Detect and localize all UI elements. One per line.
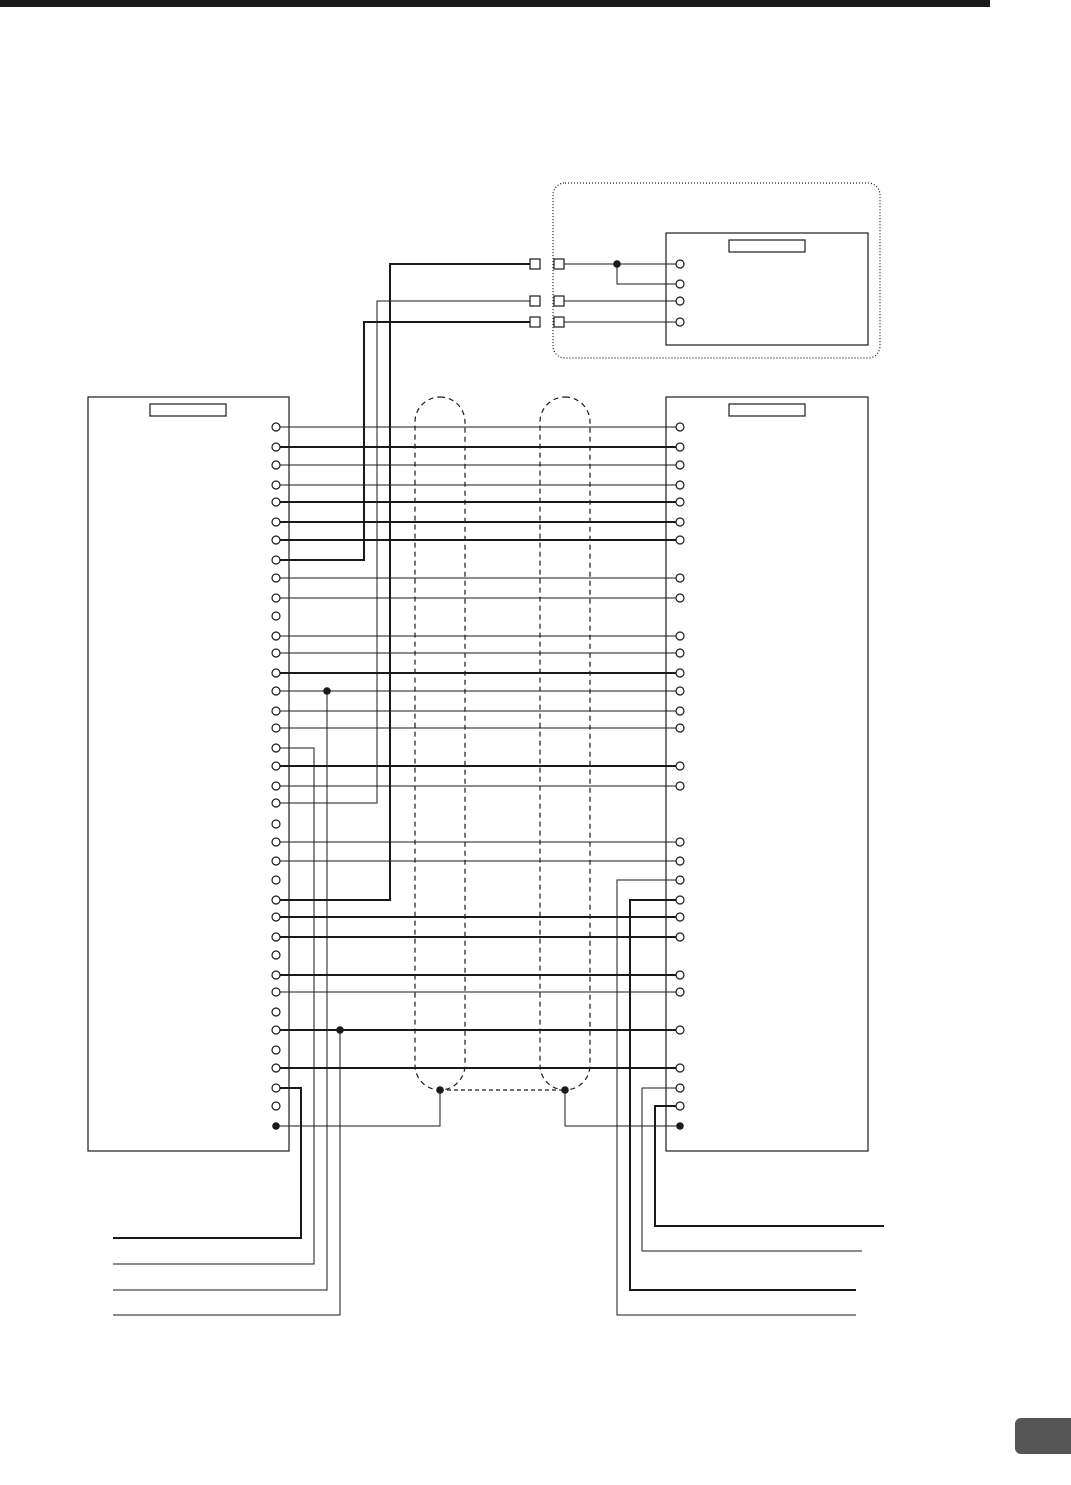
top-terminal (676, 318, 684, 326)
left-terminal (272, 612, 280, 620)
right-terminal (676, 1064, 684, 1072)
left-terminal (272, 876, 280, 884)
right-connector-label-box (729, 404, 805, 416)
top-junction (613, 260, 621, 268)
external-lead (113, 1030, 340, 1315)
left-terminal (272, 594, 280, 602)
left-terminal (272, 574, 280, 582)
external-lead (617, 880, 856, 1315)
right-terminal (676, 1102, 684, 1110)
top-wire (617, 264, 676, 284)
left-terminal (272, 1046, 280, 1054)
relay-contact (554, 296, 564, 306)
left-terminal (272, 498, 280, 506)
right-terminal (676, 857, 684, 865)
right-terminal (676, 913, 684, 921)
left-terminal (272, 799, 280, 807)
left-terminal (272, 913, 280, 921)
left-terminal (272, 556, 280, 564)
top-connector-label-box (729, 240, 805, 252)
relay-contact (530, 317, 540, 327)
right-terminal (676, 594, 684, 602)
left-terminal (272, 988, 280, 996)
left-terminal (272, 461, 280, 469)
left-terminal (272, 632, 280, 640)
right-terminal (676, 762, 684, 770)
left-terminal (272, 518, 280, 526)
shield-junction (436, 1086, 444, 1094)
right-terminal (676, 518, 684, 526)
left-terminal (272, 951, 280, 959)
left-terminal (272, 1008, 280, 1016)
left-terminal (272, 536, 280, 544)
left-terminal (272, 669, 280, 677)
right-shield-terminal (676, 1122, 684, 1130)
right-terminal (676, 896, 684, 904)
right-terminal (676, 782, 684, 790)
right-terminal (676, 649, 684, 657)
right-terminal (676, 687, 684, 695)
top-terminal (676, 280, 684, 288)
top-terminal (676, 297, 684, 305)
left-terminal (272, 782, 280, 790)
shield-loop-1 (415, 397, 465, 1090)
external-lead (113, 691, 327, 1290)
left-terminal (272, 971, 280, 979)
relay-contact (554, 317, 564, 327)
left-terminal (272, 762, 280, 770)
right-terminal (676, 632, 684, 640)
left-terminal (272, 1102, 280, 1110)
page-tab (1015, 1418, 1071, 1454)
right-terminal (676, 443, 684, 451)
left-connector-label-box (150, 404, 226, 416)
thick-wires (113, 264, 884, 1290)
left-terminal (272, 707, 280, 715)
left-connector-box (88, 397, 289, 1151)
top-terminal (676, 260, 684, 268)
right-terminal (676, 423, 684, 431)
terminals (272, 259, 684, 1110)
right-terminal (676, 669, 684, 677)
vertical-wire (280, 264, 530, 900)
left-terminal (272, 687, 280, 695)
external-lead (113, 1088, 301, 1238)
left-terminal (272, 820, 280, 828)
right-connector-box (666, 397, 868, 1151)
left-terminal (272, 443, 280, 451)
external-lead (655, 1106, 884, 1226)
right-terminal (676, 1084, 684, 1092)
right-terminal (676, 1026, 684, 1034)
relay-contact (554, 259, 564, 269)
left-terminal (272, 423, 280, 431)
left-terminal (272, 1026, 280, 1034)
right-terminal (676, 707, 684, 715)
right-terminal (676, 461, 684, 469)
right-terminal (676, 574, 684, 582)
thin-wires (113, 264, 862, 1315)
shield-junction (561, 1086, 569, 1094)
vertical-wire (280, 322, 530, 560)
lead-junction (336, 1026, 344, 1034)
external-lead (630, 900, 856, 1290)
right-terminal (676, 933, 684, 941)
boxes (88, 183, 880, 1151)
left-terminal (272, 896, 280, 904)
relay-contact (530, 259, 540, 269)
right-terminal (676, 876, 684, 884)
right-terminal (676, 988, 684, 996)
left-terminal (272, 857, 280, 865)
right-terminal (676, 536, 684, 544)
left-terminal (272, 744, 280, 752)
left-terminal (272, 838, 280, 846)
relay-contact (530, 296, 540, 306)
external-lead (113, 748, 314, 1264)
left-terminal (272, 933, 280, 941)
left-terminal (272, 1064, 280, 1072)
left-terminal (272, 724, 280, 732)
right-terminal (676, 498, 684, 506)
right-terminal (676, 838, 684, 846)
junctions (272, 260, 684, 1130)
left-terminal (272, 481, 280, 489)
right-terminal (676, 481, 684, 489)
shield-loop-2 (540, 397, 590, 1090)
device-outline (553, 183, 880, 358)
right-terminal (676, 971, 684, 979)
shield-drain (565, 1090, 680, 1126)
left-terminal (272, 1084, 280, 1092)
right-terminal (676, 724, 684, 732)
left-shield-terminal (272, 1122, 280, 1130)
top-connector-box (666, 233, 868, 345)
left-terminal (272, 649, 280, 657)
lead-junction (323, 687, 331, 695)
